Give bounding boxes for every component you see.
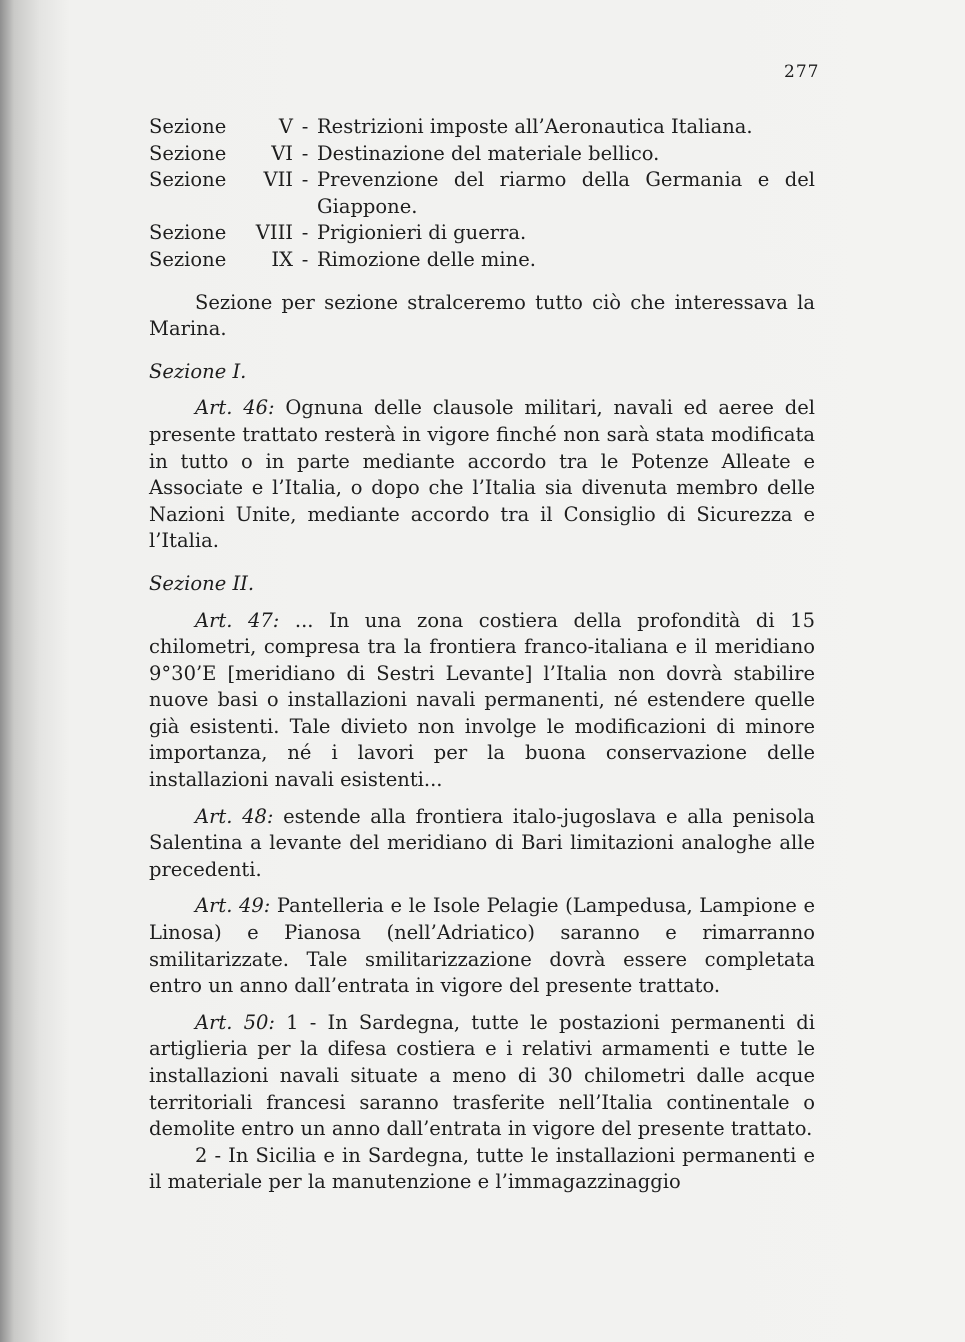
section-label: Sezione bbox=[149, 168, 227, 192]
intro-paragraph: Sezione per sezione stralceremo tutto ciò che interessava la Marina. bbox=[149, 290, 815, 341]
article-50-paragraph-2: 2 - In Sicilia e in Sardegna, tutte le installazioni permanenti e il materiale per la manutenzione e l’immagazzinaggio bbox=[149, 1143, 815, 1194]
article-49-paragraph bbox=[149, 893, 815, 999]
article-label: Art. 48: bbox=[195, 804, 274, 828]
section-list-item bbox=[149, 114, 815, 141]
article-48-paragraph bbox=[149, 804, 815, 884]
section-number: VI bbox=[271, 141, 293, 165]
section-title: Rimozione delle mine. bbox=[317, 247, 536, 271]
section-title: Restrizioni imposte all’Aeronautica Italiana. bbox=[317, 115, 753, 138]
article-text: estende alla frontiera italo-jugoslava e alla penisola Salentina a levante del meridiano di Bari limitazioni analoghe alle precedenti. bbox=[149, 804, 815, 881]
section-list-item bbox=[149, 220, 815, 247]
section-list-item bbox=[149, 167, 815, 220]
article-label: Art. 46: bbox=[195, 396, 275, 420]
section-list-item bbox=[149, 247, 815, 274]
article-46-paragraph bbox=[149, 395, 815, 555]
section-label: Sezione bbox=[149, 115, 227, 138]
section-number: VII bbox=[263, 168, 293, 192]
section-number: V bbox=[278, 115, 293, 138]
separator-dash: - bbox=[301, 115, 309, 138]
separator-dash: - bbox=[301, 141, 309, 165]
section-list bbox=[149, 114, 815, 274]
article-50-paragraph bbox=[149, 1010, 815, 1143]
separator-dash: - bbox=[301, 221, 309, 245]
separator-dash: - bbox=[301, 168, 309, 192]
page-body bbox=[149, 114, 815, 1196]
article-text: Ognuna delle clausole militari, navali ed aeree del presente trattato resterà in vigore finché non sarà stata modificata in tutto o in parte mediante accordo tra le Potenze Alleate e Associate e l’Italia, o dopo che l’Italia sia divenuta membro delle Nazioni Unite, mediante accordo tra il Consiglio di Sicurezza e l’Italia. bbox=[149, 396, 815, 553]
section-number: IX bbox=[271, 247, 293, 271]
article-label: Art. 49: bbox=[195, 894, 271, 918]
article-text: Pantelleria e le Isole Pelagie (Lampedusa, Lampione e Linosa) e Pianosa (nell’Adriatico) saranno e rimarranno smilitarizzate. Tale smilitarizzazione dovrà essere completata entro un anno dall’entrata in vigore del presente trattato. bbox=[149, 894, 815, 998]
article-47-paragraph bbox=[149, 608, 815, 794]
article-text: 1 - In Sardegna, tutte le postazioni permanenti di artiglieria per la difesa costiera e i relativi armamenti e tutte le installazioni navali situate a meno di 30 chilometri dalle acque territoriali francesi saranno trasferite nell’Italia continentale o demolite entro un anno dall’entrata in vigore del presente trattato. bbox=[149, 1010, 815, 1141]
section-title: Destinazione del materiale bellico. bbox=[317, 141, 660, 165]
separator-dash: - bbox=[301, 247, 309, 271]
section-number: VIII bbox=[255, 221, 293, 245]
article-label: Art. 47: bbox=[195, 608, 280, 632]
article-label: Art. 50: bbox=[195, 1010, 275, 1034]
section-title: Prigionieri di guerra. bbox=[317, 221, 527, 245]
section-heading: Sezione I. bbox=[149, 359, 247, 383]
section-heading: Sezione II. bbox=[149, 571, 255, 595]
section-label: Sezione bbox=[149, 141, 227, 165]
section-title: Prevenzione del riarmo della Germania e del Giappone. bbox=[317, 168, 815, 218]
page-number: 277 bbox=[784, 62, 820, 82]
section-label: Sezione bbox=[149, 221, 227, 245]
section-label: Sezione bbox=[149, 247, 227, 271]
article-text: ... In una zona costiera della profondità di 15 chilometri, compresa tra la frontiera franco-italiana e il meridiano 9°30’E [meridiano di Sestri Levante] l’Italia non dovrà stabilire nuove basi o installazioni navali permanenti, né estendere quelle già esistenti. Tale divieto non involge le modificazioni di minore importanza, né i lavori per la buona conservazione delle installazioni navali esistenti... bbox=[149, 608, 815, 792]
section-list-item bbox=[149, 141, 815, 168]
